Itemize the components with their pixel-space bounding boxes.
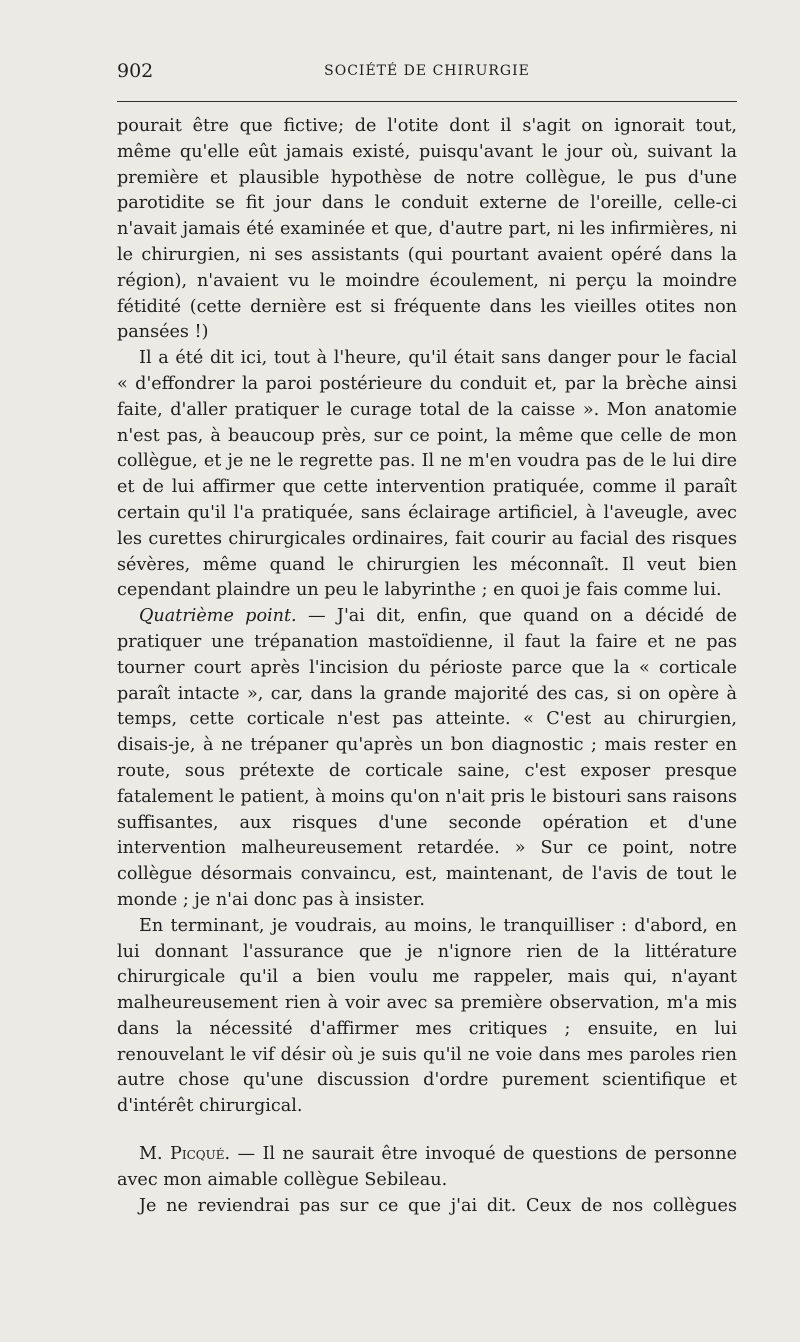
paragraph-gap <box>117 1120 737 1142</box>
body-text <box>117 114 737 1219</box>
header-rule <box>117 101 737 102</box>
paragraph: Je ne reviendrai pas sur ce que j'ai dit. Ceux de nos collègues <box>139 1195 737 1216</box>
speaker-name: M. Picqué. <box>139 1144 231 1165</box>
paragraph: Quatrième point. — J'ai dit, enfin, que quand on a décidé de pratiquer une trépanation mastoïdienne, il faut la faire et ne pas tourner court après l'incision du périoste parce que la « corticale paraît intacte », car, dans la grande majorité des cas, si on opère à temps, cette corticale n'est pas atteinte. « C'est au chirurgien, disais-je, à ne trépaner qu'après un bon diagnostic ; mais rester en route, sous prétexte de corticale saine, c'est exposer presque fatalement le patient, à moins qu'on n'ait pris le bistouri sans raisons suffisantes, aux risques d'une seconde opération et d'une intervention malheureusement retardée. » Sur ce point, notre collègue désormais convaincu, est, maintenant, de l'avis de tout le monde ; je n'ai donc pas à insister. <box>117 606 737 910</box>
page-number: 902 <box>117 60 154 82</box>
paragraph: M. Picqué. — Il ne saurait être invoqué de questions de personne avec mon aimable collègue Sebileau. <box>117 1144 738 1190</box>
paragraph: En terminant, je voudrais, au moins, le tranquilliser : d'abord, en lui donnant l'assurance que je n'ignore rien de la littérature chirurgicale qu'il a bien voulu me rappeler, mais qui, n'ayant malheureusement rien à voir avec sa première observation, m'a mis dans la nécessité d'affirmer mes critiques ; ensuite, en lui renouvelant le vif désir où je suis qu'il ne voie dans mes paroles rien autre chose qu'une discussion d'ordre purement scientifique et d'intérêt chirurgical. <box>117 915 737 1117</box>
paragraph: pourait être que fictive; de l'otite dont il s'agit on ignorait tout, même qu'elle eût jamais existé, puisqu'avant le jour où, suivant la première et plausible hypothèse de notre collègue, le pus d'une parotidite se fit jour dans le conduit externe de l'oreille, celle-ci n'avait jamais été examinée et que, d'autre part, ni les infirmières, ni le chirurgien, ni ses assistants (qui pourtant avaient opéré dans la région), n'avaient vu le moindre écoulement, ni perçu la moindre fétidité (cette dernière est si fréquente dans les vieilles otites non pansées !) <box>117 116 737 343</box>
paragraph: Il a été dit ici, tout à l'heure, qu'il était sans danger pour le facial « d'effondrer la paroi postérieure du conduit et, par la brèche ainsi faite, d'aller pratiquer le curage total de la caisse ». Mon anatomie n'est pas, à beaucoup près, sur ce point, la même que celle de mon collègue, et je ne le regrette pas. Il ne m'en voudra pas de le lui dire et de lui affirmer que cette intervention pratiquée, comme il paraît certain qu'il l'a pratiquée, sans éclairage artificiel, à l'aveugle, avec les curettes chirurgicales ordinaires, fait courir au facial des risques sévères, même quand le chirurgien les méconnaît. Il veut bien cependant plaindre un peu le labyrinthe ; en quoi je fais comme lui. <box>117 348 737 601</box>
running-title: SOCIÉTÉ DE CHIRURGIE <box>324 63 530 79</box>
section-heading: Quatrième point. <box>139 606 297 627</box>
running-header <box>117 60 737 86</box>
